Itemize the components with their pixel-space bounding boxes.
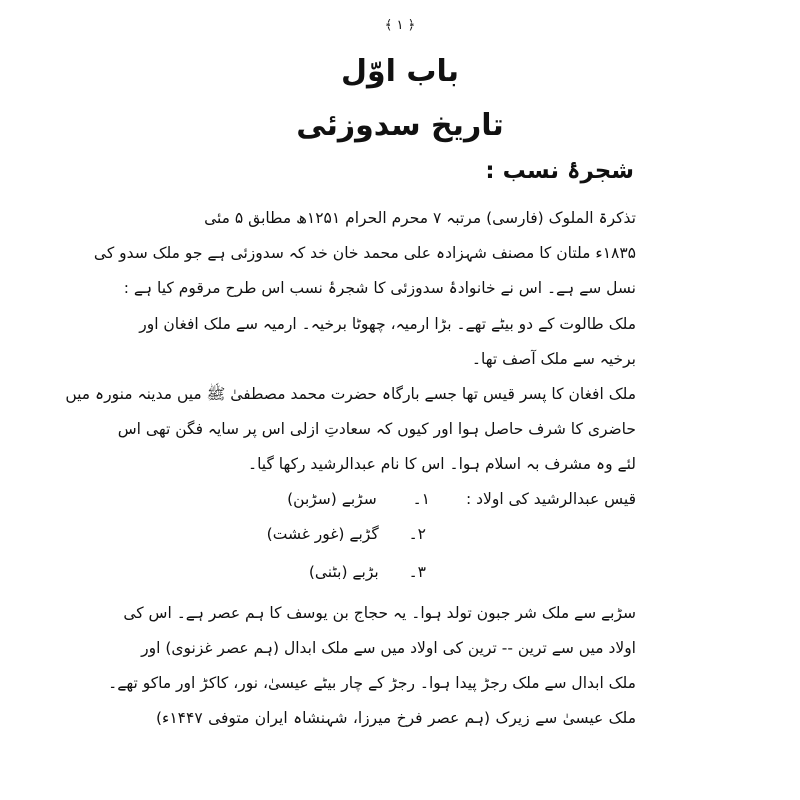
text-line: ملک ابدال سے ملک رجڑ پیدا ہوا۔ رجڑ کے چار بیٹے عیسیٰ، نور، کاکڑ اور ماکو تھے۔: [108, 674, 636, 692]
text-line: برخیہ سے ملک آصف تھا۔: [471, 350, 636, 368]
chapter-heading: باب اوّل: [340, 54, 460, 89]
text-line: حاضری کا شرف حاصل ہوا اور کیوں کہ سعادتِ ازلی اس پر سایہ فگن تھی اس: [117, 420, 636, 438]
list-item: [309, 562, 426, 582]
text-line: اولاد میں سے ترین -- ترین کی اولاد میں سے ملک ابدال (ہم عصر غزنوی) اور: [141, 639, 636, 657]
text-line: سڑبے سے ملک شر جبون تولد ہوا۔ یہ حجاج بن یوسف کا ہم عصر ہے۔ اس کی: [123, 604, 636, 622]
list-item-text: بڑبے (بٹنی): [308, 563, 379, 581]
list-intro: قیس عبدالرشید کی اولاد :: [465, 490, 636, 508]
section-heading: شجرۂ نسب :: [485, 158, 634, 184]
text-line: ملک افغان کا پسر قیس تھا جسے بارگاہ حضرت محمد مصطفیٰ ﷺ میں مدینہ منورہ میں: [65, 385, 636, 403]
page-number: ﴾ ۱ ﴿: [384, 18, 416, 33]
list-item: [287, 489, 430, 509]
chapter-title: تاریخ سدوزئی: [296, 108, 504, 143]
text-line: تذکرۃ الملوک (فارسی) مرتبہ ۷ محرم الحرام ۱۲۵۱ھ مطابق ۵ مئی: [204, 209, 636, 227]
list-item: [267, 524, 426, 544]
list-item-number: ۲۔: [408, 525, 426, 543]
text-line: ملک طالوت کے دو بیٹے تھے۔ بڑا ارمیہ، چھوٹا برخیہ۔ ارمیہ سے ملک افغان اور: [139, 315, 636, 333]
text-line: نسل سے ہے۔ اس نے خانوادۂ سدوزئی کا شجرۂ نسب اس طرح مرقوم کیا ہے :: [123, 279, 636, 297]
list-item-text: گڑبے (غور غشت): [266, 525, 379, 543]
list-item-number: ۳۔: [408, 563, 426, 581]
list-item-number: ۱۔: [412, 490, 430, 508]
list-item-text: سڑبے (سڑبن): [287, 490, 377, 508]
text-line: لئے وہ مشرف بہ اسلام ہوا۔ اس کا نام عبدالرشید رکھا گیا۔: [247, 455, 636, 473]
text-line: ملک عیسیٰ سے زیرک (ہم عصر فرخ میرزا، شہنشاہ ایران متوفی ۱۴۴۷ء): [156, 709, 636, 727]
text-line: ۱۸۳۵ء ملتان کا مصنف شہزادہ علی محمد خان خد کہ سدوزئی ہے جو ملک سدو کی: [93, 244, 636, 262]
